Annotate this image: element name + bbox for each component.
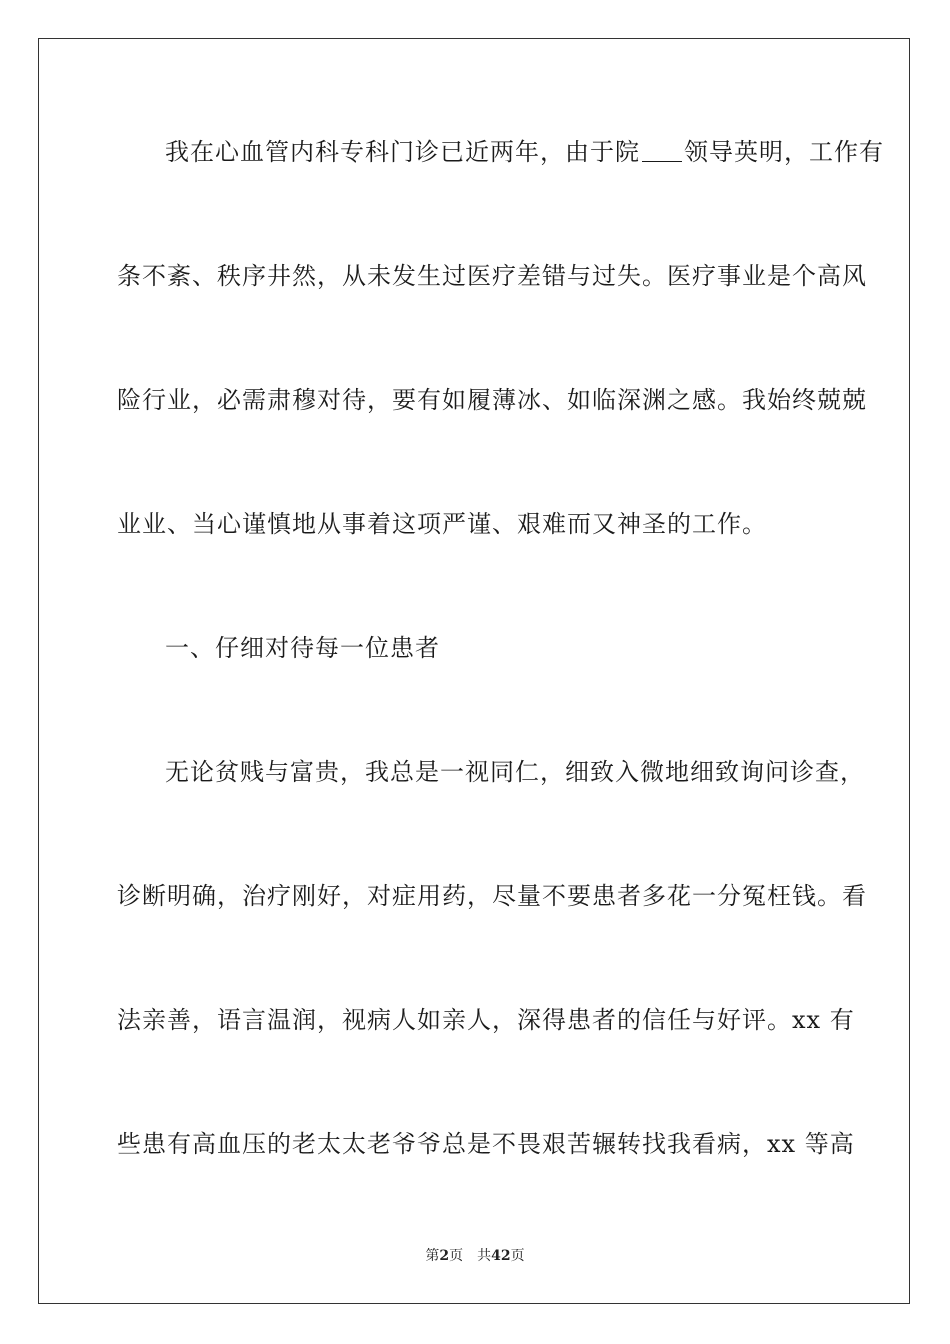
paragraph-line-4: 业业、当心谨慎地从事着这项严谨、艰难而又神圣的工作。 bbox=[117, 510, 767, 538]
section-heading: 一、仔细对待每一位患者 bbox=[165, 634, 440, 662]
line-1-text-after-blank: 领导英明，工作有 bbox=[684, 138, 884, 166]
paragraph-line-7: 法亲善，语言温润，视病人如亲人，深得患者的信任与好评。xx 有 bbox=[117, 1006, 855, 1034]
footer-page-prefix: 第 bbox=[425, 1248, 440, 1264]
footer-total-prefix: 共 bbox=[477, 1248, 492, 1264]
paragraph-line-5: 无论贫贱与富贵，我总是一视同仁，细致入微地细致询问诊查， bbox=[165, 758, 865, 786]
page-border bbox=[38, 38, 910, 1304]
footer-total-suffix: 页 bbox=[510, 1248, 525, 1264]
paragraph-line-6: 诊断明确，治疗刚好，对症用药，尽量不要患者多花一分冤枉钱。看 bbox=[117, 882, 867, 910]
footer-page-number: 2 bbox=[439, 1248, 450, 1264]
paragraph-line-2: 条不紊、秩序井然，从未发生过医疗差错与过失。医疗事业是个高风 bbox=[117, 262, 867, 290]
paragraph-line-1 bbox=[165, 136, 884, 168]
page-footer bbox=[0, 1246, 950, 1266]
paragraph-line-8: 些患有高血压的老太太老爷爷总是不畏艰苦辗转找我看病，xx 等高 bbox=[117, 1130, 855, 1158]
fill-in-blank bbox=[642, 137, 682, 162]
footer-total-pages: 42 bbox=[491, 1248, 511, 1264]
footer-page-suffix: 页 bbox=[449, 1248, 464, 1264]
line-1-text-before-blank: 我在心血管内科专科门诊已近两年，由于院 bbox=[165, 138, 640, 166]
paragraph-line-3: 险行业，必需肃穆对待，要有如履薄冰、如临深渊之感。我始终兢兢 bbox=[117, 386, 867, 414]
